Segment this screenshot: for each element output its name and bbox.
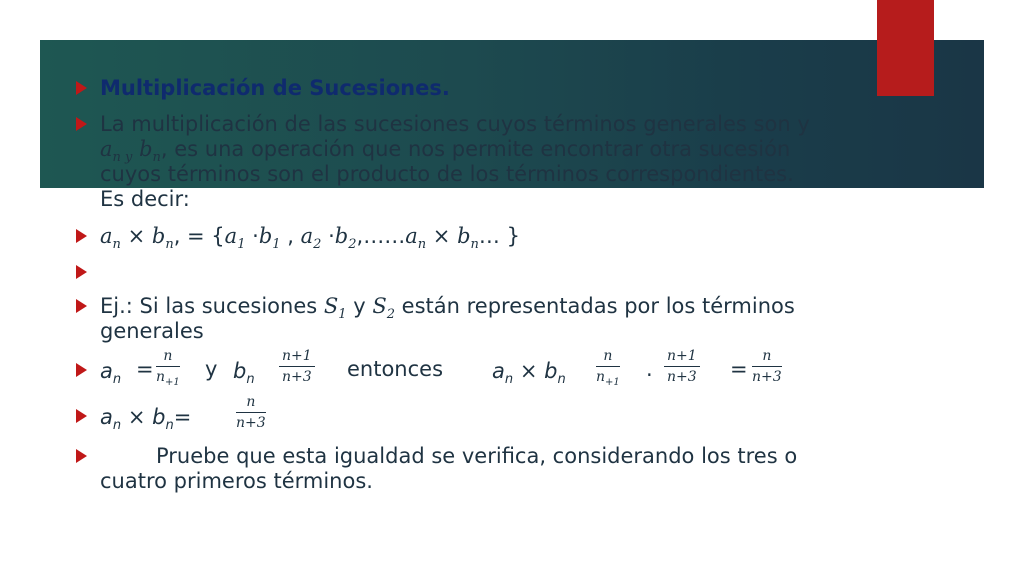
equals-sign: = — [136, 357, 154, 381]
bullet-arrow-icon — [76, 409, 87, 423]
math-an-y-bn: $a_{n y}$ $b_n$ — [100, 137, 161, 166]
word-entonces: entonces — [347, 357, 444, 381]
fraction-n1-over-n3: $\frac{n+1}{n+3}$ — [664, 348, 700, 385]
bullet-arrow-icon — [76, 229, 87, 243]
dot-operator: . — [646, 357, 653, 381]
fraction-n-over-n3: $\frac{n}{n+3}$ — [236, 394, 266, 431]
slide-title: Multiplicación de Sucesiones. — [100, 76, 450, 100]
bullet-arrow-icon — [76, 299, 87, 313]
fraction-n-over-n1: $\frac{n}{n_{+1}}$ — [596, 348, 620, 388]
fraction-n-over-n3: $\frac{n}{n+3}$ — [752, 348, 782, 385]
definition-line-3: cuyos términos son el producto de los términos correspondientes. — [100, 162, 794, 186]
formula-line: $a_n \times b_n$, = {$a_1 \cdot b_1$ , $a_2$ $\cdot b_2,\dots\dots a_n$ × $b_n\dots$ } — [100, 224, 520, 253]
fraction-n-over-n1: $\frac{n}{n_{+1}}$ — [156, 348, 180, 388]
example-line-1: Ej.: Si las sucesiones $S_1$ y $S_2$ están representadas por los términos — [100, 294, 795, 323]
definition-line-4: Es decir: — [100, 187, 190, 211]
bullet-arrow-icon — [76, 117, 87, 131]
closing-line-2: cuatro primeros términos. — [100, 469, 373, 493]
word-y: y — [205, 357, 218, 381]
math-an-times-bn: $a_n \times b_n=$ — [100, 405, 192, 434]
math-an: $a_n$ — [100, 359, 122, 388]
bullet-arrow-icon — [76, 363, 87, 377]
fraction-n1-over-n3: $\frac{n+1}{n+3}$ — [279, 348, 315, 385]
math-bn: $b_n$ — [233, 359, 255, 388]
definition-line-2-text: , es una operación que nos permite encontrar otra sucesión — [160, 137, 791, 161]
example-line-2: generales — [100, 319, 204, 343]
bullet-arrow-icon — [76, 81, 87, 95]
bullet-arrow-icon — [76, 449, 87, 463]
bullet-arrow-icon — [76, 265, 87, 279]
equals-sign: = — [730, 357, 748, 381]
math-an-times-bn: $a_n \times b_n$ — [492, 359, 566, 388]
closing-line-1: Pruebe que esta igualdad se verifica, considerando los tres o — [156, 444, 798, 468]
definition-line-1: La multiplicación de las sucesiones cuyos términos generales son y — [100, 112, 810, 136]
